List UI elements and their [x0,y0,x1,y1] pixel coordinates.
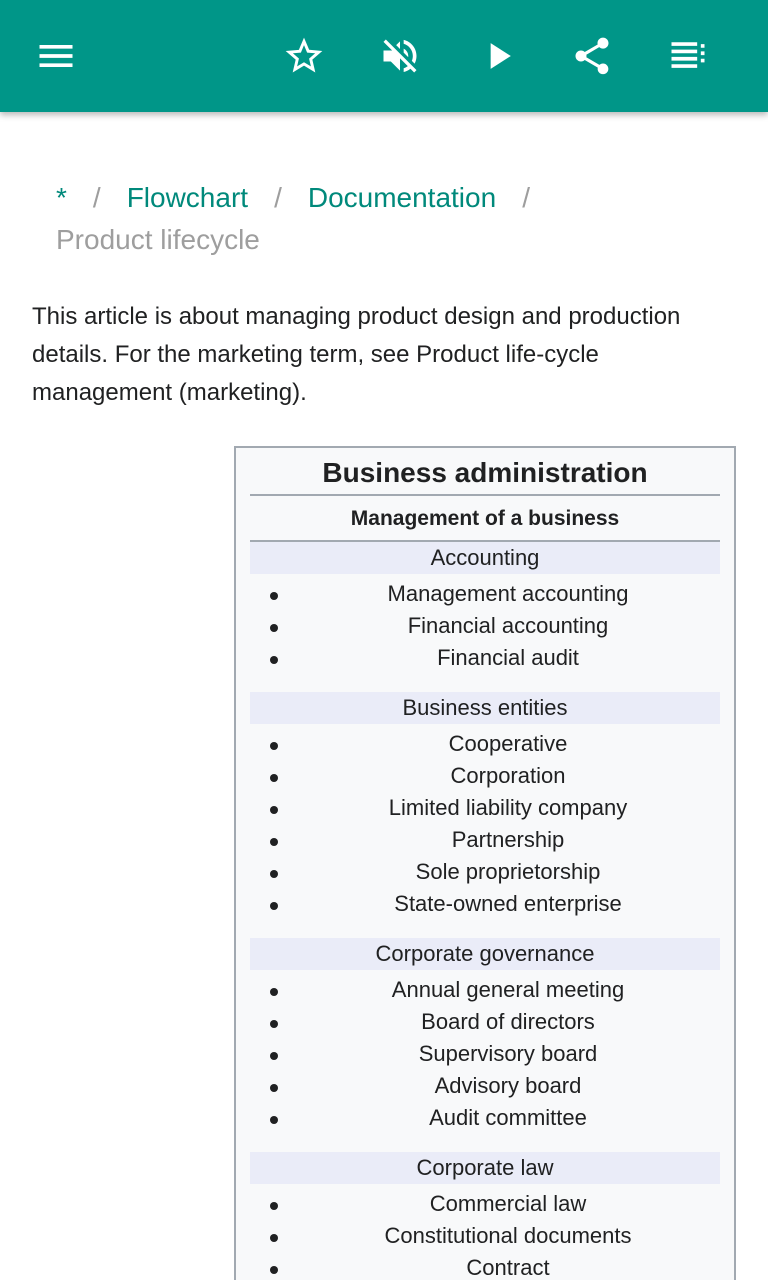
infobox-list-item[interactable]: State-owned enterprise [250,888,720,920]
infobox-section-header[interactable]: Business entities [250,692,720,724]
breadcrumb-item-home[interactable]: * [56,182,67,213]
breadcrumb-separator: / [522,182,530,213]
breadcrumb-item-documentation[interactable]: Documentation [307,182,497,213]
infobox-list-item[interactable]: Sole proprietorship [250,856,720,888]
infobox-section [250,1152,720,1280]
infobox-list-item[interactable]: Limited liability company [250,792,720,824]
infobox-list-item[interactable]: Financial accounting [250,610,720,642]
contents-button[interactable] [660,28,716,84]
play-button[interactable] [470,28,526,84]
infobox-list-item[interactable]: Commercial law [250,1188,720,1220]
infobox-list-item[interactable]: Partnership [250,824,720,856]
infobox-section [250,692,720,920]
infobox-section-list [250,728,720,920]
infobox-list-item[interactable]: Constitutional documents [250,1220,720,1252]
infobox-section-header[interactable]: Accounting [250,542,720,574]
share-icon [570,34,614,78]
breadcrumb-current-page: Product lifecycle [56,224,260,255]
infobox-section [250,938,720,1134]
infobox-title: Business administration [250,448,720,496]
infobox-list-item[interactable]: Annual general meeting [250,974,720,1006]
infobox-list-item[interactable]: Contract [250,1252,720,1280]
infobox [234,446,736,1280]
infobox-subtitle: Management of a business [250,496,720,542]
menu-icon [34,34,78,78]
infobox-list-item[interactable]: Cooperative [250,728,720,760]
app-toolbar [0,0,768,112]
infobox-list-item[interactable]: Audit committee [250,1102,720,1134]
breadcrumb [56,176,736,262]
infobox-list-item[interactable]: Corporation [250,760,720,792]
infobox-section-list [250,974,720,1134]
breadcrumb-separator: / [92,182,101,213]
infobox-list-item[interactable]: Supervisory board [250,1038,720,1070]
infobox-list-item[interactable]: Management accounting [250,578,720,610]
infobox-section-list [250,1188,720,1280]
menu-button[interactable] [28,28,84,84]
play-icon [476,34,520,78]
infobox-sections [250,542,720,1280]
infobox-list-item[interactable]: Advisory board [250,1070,720,1102]
breadcrumb-item-flowchart[interactable]: Flowchart [126,182,249,213]
bookmark-button[interactable] [276,28,332,84]
infobox-list-item[interactable]: Financial audit [250,642,720,674]
volume-off-icon [378,34,422,78]
infobox-list-item[interactable]: Board of directors [250,1006,720,1038]
mute-button[interactable] [372,28,428,84]
article-hatnote: This article is about managing product design and production details. For the marketing term, see Product life-cycle management (marketing). [32,303,681,406]
breadcrumb-separator: / [274,182,282,213]
playlist-icon [666,34,710,78]
infobox-section-header[interactable]: Corporate governance [250,938,720,970]
star-outline-icon [282,34,326,78]
infobox-section-list [250,578,720,674]
infobox-section-header[interactable]: Corporate law [250,1152,720,1184]
share-button[interactable] [564,28,620,84]
infobox-section [250,542,720,674]
